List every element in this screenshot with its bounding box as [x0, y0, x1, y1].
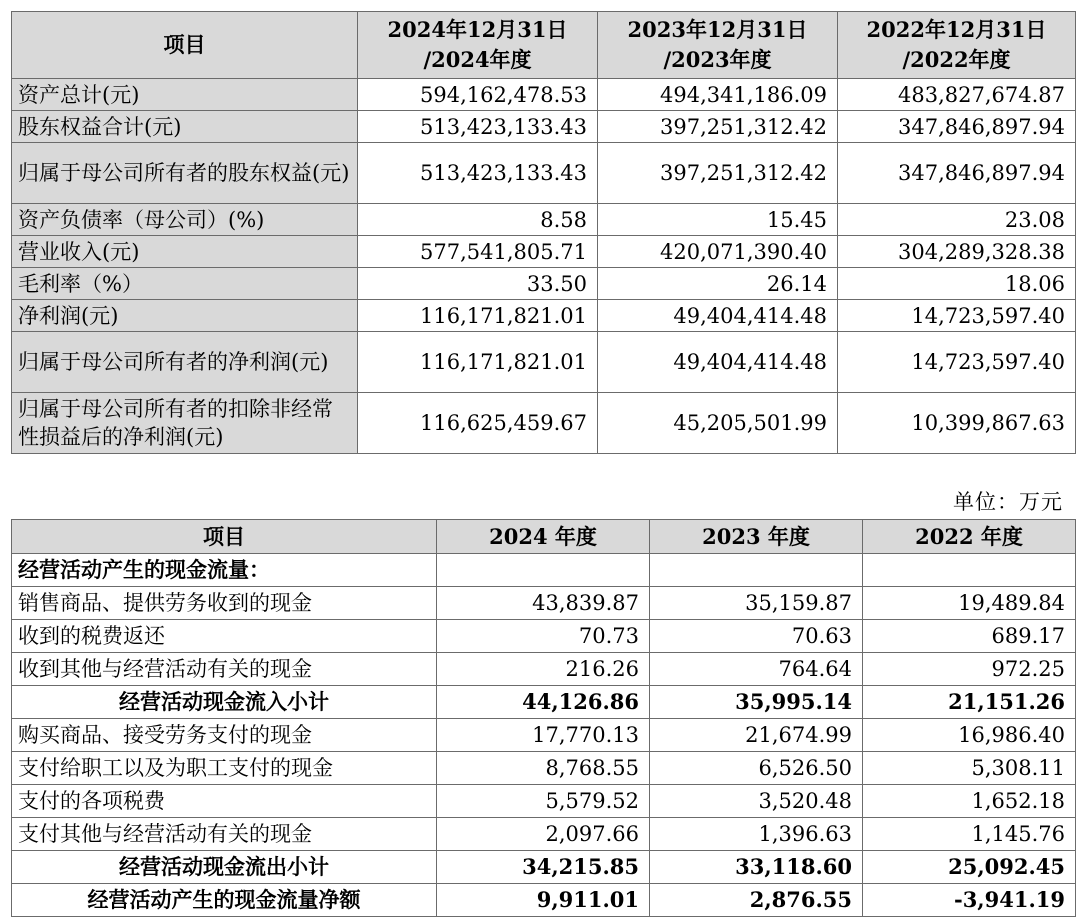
value-2024: 5,579.52 — [437, 785, 650, 818]
value-2022: 14,723,597.40 — [838, 300, 1076, 332]
value-2023: 764.64 — [650, 653, 863, 686]
value-2023: 49,404,414.48 — [598, 300, 838, 332]
value-2022: 304,289,328.38 — [838, 236, 1076, 268]
value-2024: 116,171,821.01 — [358, 300, 598, 332]
header-item-label: 项目 — [163, 32, 206, 57]
header-2023 — [598, 12, 838, 79]
table-row — [12, 268, 1076, 300]
value-2023: 26.14 — [598, 268, 838, 300]
header-2024: 2024 年度 — [437, 520, 650, 554]
table-row — [12, 236, 1076, 268]
value-2022: 347,846,897.94 — [838, 111, 1076, 143]
value-2023: 397,251,312.42 — [598, 143, 838, 204]
value-2022: 483,827,674.87 — [838, 79, 1076, 111]
value-2022: 21,151.26 — [863, 686, 1076, 719]
value-2023: 21,674.99 — [650, 719, 863, 752]
value-2023: 494,341,186.09 — [598, 79, 838, 111]
header-2024 — [358, 12, 598, 79]
table-row — [12, 818, 1076, 851]
value-2022: 972.25 — [863, 653, 1076, 686]
value-2024: 33.50 — [358, 268, 598, 300]
table-row — [12, 393, 1076, 454]
table-row — [12, 653, 1076, 686]
table-header-row — [12, 12, 1076, 79]
financial-summary-table — [11, 11, 1076, 454]
value-2023: 3,520.48 — [650, 785, 863, 818]
value-2022: 5,308.11 — [863, 752, 1076, 785]
row-label: 销售商品、提供劳务收到的现金 — [12, 587, 437, 620]
value-2023: 6,526.50 — [650, 752, 863, 785]
value-2022: 1,652.18 — [863, 785, 1076, 818]
value-2023: 15.45 — [598, 204, 838, 236]
table-row — [12, 620, 1076, 653]
header-2023: 2023 年度 — [650, 520, 863, 554]
header-2024-line2: /2024年度 — [423, 47, 532, 72]
value-2024: 216.26 — [437, 653, 650, 686]
value-2022: -3,941.19 — [863, 884, 1076, 917]
table-row — [12, 719, 1076, 752]
table-row — [12, 143, 1076, 204]
value-2024: 8.58 — [358, 204, 598, 236]
value-2023: 35,159.87 — [650, 587, 863, 620]
value-2023: 70.63 — [650, 620, 863, 653]
value-2024: 116,171,821.01 — [358, 332, 598, 393]
header-2022-line1: 2022年12月31日 — [866, 17, 1047, 42]
table-row — [12, 752, 1076, 785]
row-label: 收到的税费返还 — [12, 620, 437, 653]
empty-cell — [650, 554, 863, 587]
header-2022 — [838, 12, 1076, 79]
table-row — [12, 111, 1076, 143]
header-2023-line1: 2023年12月31日 — [627, 17, 808, 42]
value-2024: 17,770.13 — [437, 719, 650, 752]
row-label: 归属于母公司所有者的净利润(元) — [12, 332, 358, 393]
value-2022: 19,489.84 — [863, 587, 1076, 620]
value-2024: 8,768.55 — [437, 752, 650, 785]
value-2023: 45,205,501.99 — [598, 393, 838, 454]
value-2022: 689.17 — [863, 620, 1076, 653]
cash-flow-table — [11, 519, 1076, 917]
row-label: 支付给职工以及为职工支付的现金 — [12, 752, 437, 785]
row-label: 经营活动产生的现金流量净额 — [12, 884, 437, 917]
unit-label: 单位：万元 — [953, 490, 1063, 514]
table-row — [12, 785, 1076, 818]
row-label: 经营活动现金流出小计 — [12, 851, 437, 884]
subtotal-row — [12, 686, 1076, 719]
table-header-row — [12, 520, 1076, 554]
value-2024: 70.73 — [437, 620, 650, 653]
value-2024: 43,839.87 — [437, 587, 650, 620]
value-2022: 347,846,897.94 — [838, 143, 1076, 204]
value-2023: 2,876.55 — [650, 884, 863, 917]
value-2022: 10,399,867.63 — [838, 393, 1076, 454]
value-2023: 1,396.63 — [650, 818, 863, 851]
row-label: 支付的各项税费 — [12, 785, 437, 818]
value-2024: 44,126.86 — [437, 686, 650, 719]
header-2024-line1: 2024年12月31日 — [387, 17, 568, 42]
header-2022: 2022 年度 — [863, 520, 1076, 554]
value-2023: 420,071,390.40 — [598, 236, 838, 268]
value-2023: 35,995.14 — [650, 686, 863, 719]
value-2022: 25,092.45 — [863, 851, 1076, 884]
row-label: 购买商品、接受劳务支付的现金 — [12, 719, 437, 752]
table-row — [12, 300, 1076, 332]
header-2022-line2: /2022年度 — [902, 47, 1011, 72]
value-2022: 14,723,597.40 — [838, 332, 1076, 393]
empty-cell — [437, 554, 650, 587]
row-label: 收到其他与经营活动有关的现金 — [12, 653, 437, 686]
table-row — [12, 79, 1076, 111]
header-item — [12, 12, 358, 79]
value-2023: 33,118.60 — [650, 851, 863, 884]
value-2023: 397,251,312.42 — [598, 111, 838, 143]
row-label: 经营活动现金流入小计 — [12, 686, 437, 719]
value-2024: 594,162,478.53 — [358, 79, 598, 111]
value-2024: 116,625,459.67 — [358, 393, 598, 454]
table-row — [12, 332, 1076, 393]
value-2024: 34,215.85 — [437, 851, 650, 884]
row-label: 归属于母公司所有者的股东权益(元) — [12, 143, 358, 204]
row-label: 营业收入(元) — [12, 236, 358, 268]
value-2022: 16,986.40 — [863, 719, 1076, 752]
value-2022: 18.06 — [838, 268, 1076, 300]
empty-cell — [863, 554, 1076, 587]
row-label: 毛利率（%） — [12, 268, 358, 300]
value-2024: 513,423,133.43 — [358, 143, 598, 204]
section-title: 经营活动产生的现金流量： — [12, 554, 437, 587]
value-2024: 9,911.01 — [437, 884, 650, 917]
value-2022: 23.08 — [838, 204, 1076, 236]
row-label: 净利润(元) — [12, 300, 358, 332]
subtotal-row — [12, 851, 1076, 884]
row-label: 支付其他与经营活动有关的现金 — [12, 818, 437, 851]
value-2023: 49,404,414.48 — [598, 332, 838, 393]
header-2023-line2: /2023年度 — [663, 47, 772, 72]
value-2024: 513,423,133.43 — [358, 111, 598, 143]
header-item: 项目 — [12, 520, 437, 554]
row-label: 资产负债率（母公司）(%) — [12, 204, 358, 236]
row-label: 资产总计(元) — [12, 79, 358, 111]
value-2022: 1,145.76 — [863, 818, 1076, 851]
row-label: 归属于母公司所有者的扣除非经常性损益后的净利润(元) — [12, 393, 358, 454]
table-row — [12, 204, 1076, 236]
row-label: 股东权益合计(元) — [12, 111, 358, 143]
value-2024: 577,541,805.71 — [358, 236, 598, 268]
section-row — [12, 554, 1076, 587]
table-row — [12, 587, 1076, 620]
total-row — [12, 884, 1076, 917]
value-2024: 2,097.66 — [437, 818, 650, 851]
